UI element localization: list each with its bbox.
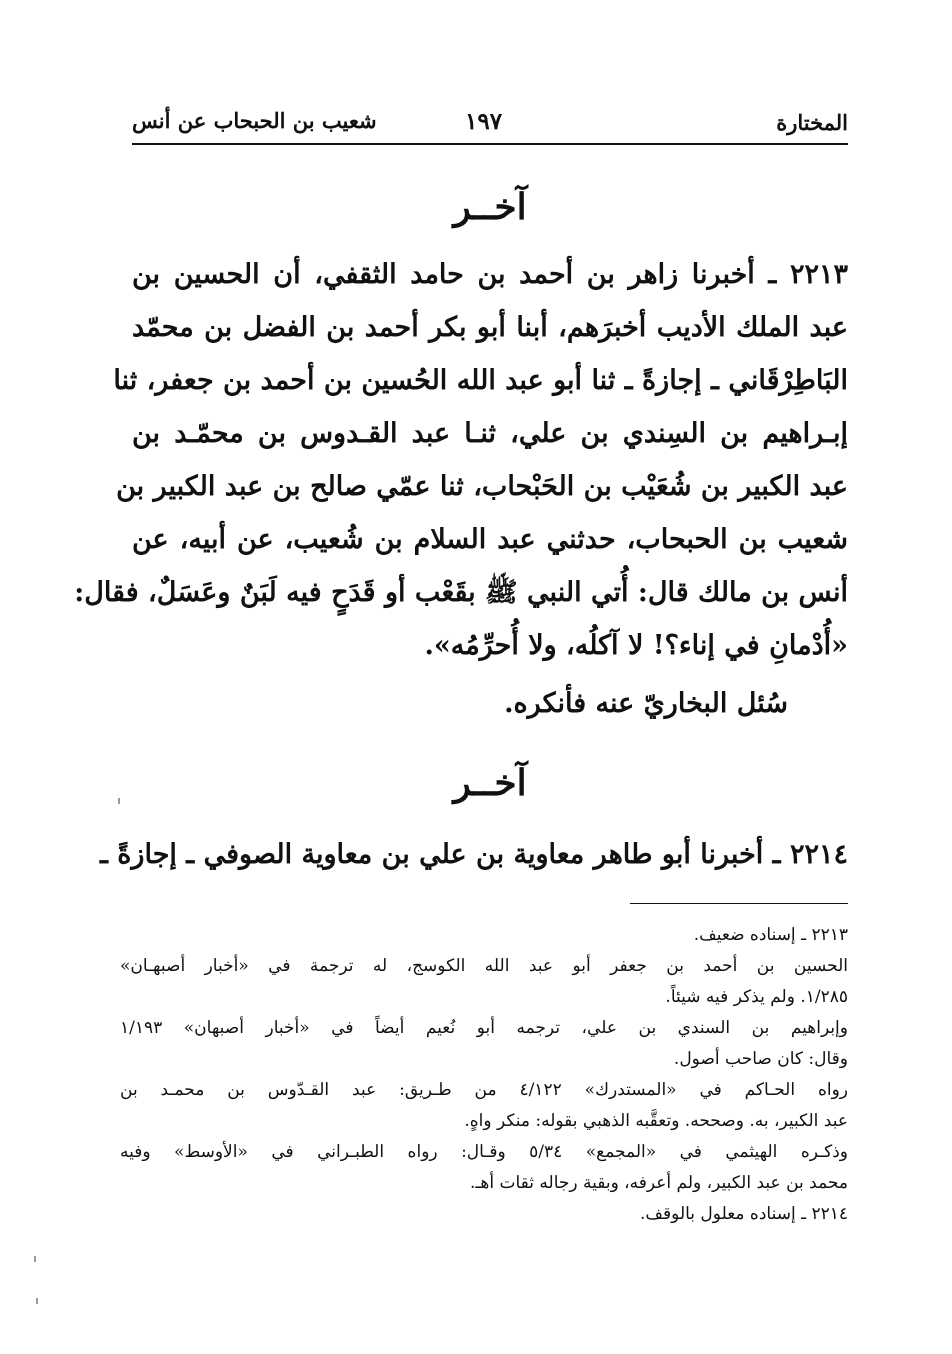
footnote-line: وإبراهيم بن السندي بن علي، ترجمه أبو نُعيم أيضاً في «أخبار أصبهان» ١/١٩٣ bbox=[120, 1018, 848, 1038]
scan-speck bbox=[118, 798, 120, 804]
scan-speck bbox=[34, 1256, 36, 1262]
text-line: ٢٢١٣ ـ أخبرنا زاهر بن أحمد بن حامد الثقفي، أن الحسين بن bbox=[132, 259, 848, 290]
text-line: «أُدْمانِ في إناء؟! لا آكلُه، ولا أُحرِّمُه». bbox=[424, 630, 848, 661]
footnote-line: ٢٢١٣ ـ إسناده ضعيف. bbox=[693, 925, 848, 945]
text-line: ٢٢١٤ ـ أخبرنا أبو طاهر معاوية بن علي بن معاوية الصوفي ـ إجازةً ـ bbox=[99, 839, 848, 870]
book-title: المختارة bbox=[776, 110, 848, 135]
running-header bbox=[132, 104, 848, 144]
text-line: إبـراهيم بن السِندي بن علي، ثنـا عبد القـدوس بن محمّـد بن bbox=[132, 418, 848, 449]
page-number: ١٩٧ bbox=[465, 108, 503, 135]
text-line: أنس بن مالك قال: أُتي النبي ﷺ بقَعْب أو قَدَحٍ فيه لَبَنٌ وعَسَلٌ، فقال: bbox=[74, 577, 848, 608]
footnote-number: ٢٢١٣ ـ bbox=[801, 925, 848, 945]
footnote-line: وذكـره الهيثمي في «المجمع» ٥/٣٤ وقـال: رواه الطبـراني في «الأوسط» وفيه bbox=[120, 1142, 848, 1162]
footnote-line: رواه الحـاكم في «المستدرك» ٤/١٢٢ من طـريق: عبد القـدّوس بن محمـد بن bbox=[120, 1080, 848, 1100]
section-heading: آخــر bbox=[453, 762, 527, 804]
footnotes bbox=[120, 920, 848, 1230]
hadith-text-2213 bbox=[74, 248, 848, 672]
footnote-2214 bbox=[120, 1199, 848, 1230]
section-heading: آخــر bbox=[453, 186, 527, 228]
footnote-rule bbox=[630, 903, 848, 904]
text-line: شعيب بن الحبحاب، حدثني عبد السلام بن شُعيب، عن أبيه، عن bbox=[132, 524, 848, 555]
header-rule bbox=[132, 143, 848, 145]
footnote-line: محمد بن عبد الكبير، ولم أعرفه، وبقية رجاله ثقات أهـ. bbox=[470, 1173, 848, 1193]
footnote-2213 bbox=[120, 920, 848, 1199]
text-line: البَاطِرْقَاني ـ إجازةً ـ ثنا أبو عبد الله الحُسين بن أحمد بن جعفر، ثنا bbox=[113, 365, 848, 396]
footnote-number: ٢٢١٤ ـ bbox=[801, 1204, 848, 1224]
footnote-line: ١/٢٨٥. ولم يذكر فيه شيئاً. bbox=[665, 987, 848, 1007]
footnote-line: عبد الكبير، به. وصححه. وتعقَّبه الذهبي بقوله: منكر واهٍ. bbox=[464, 1111, 848, 1131]
section-title: شعيب بن الحبحاب عن أنس bbox=[132, 108, 377, 133]
text-line: عبد الملك الأديب أخبرَهم، أبنا أبو بكر أحمد بن الفضل بن محمّد bbox=[132, 312, 848, 343]
footnote-line: وقال: كان صاحب أصول. bbox=[673, 1049, 848, 1069]
footnote-line: ٢٢١٤ ـ إسناده معلول بالوقف. bbox=[640, 1204, 848, 1224]
hadith-text-2214 bbox=[99, 828, 848, 881]
footnote-line: الحسين بن أحمد بن جعفر أبو عبد الله الكوسج، له ترجمة في «أخبار أصبهـان» bbox=[120, 956, 848, 976]
scan-speck bbox=[36, 1298, 38, 1304]
text-line: عبد الكبير بن شُعَيْب بن الحَبْحاب، ثنا عمّي صالح بن عبد الكبير بن bbox=[116, 471, 848, 502]
author-note: سُئل البخاريّ عنه فأنكره. bbox=[504, 688, 788, 719]
